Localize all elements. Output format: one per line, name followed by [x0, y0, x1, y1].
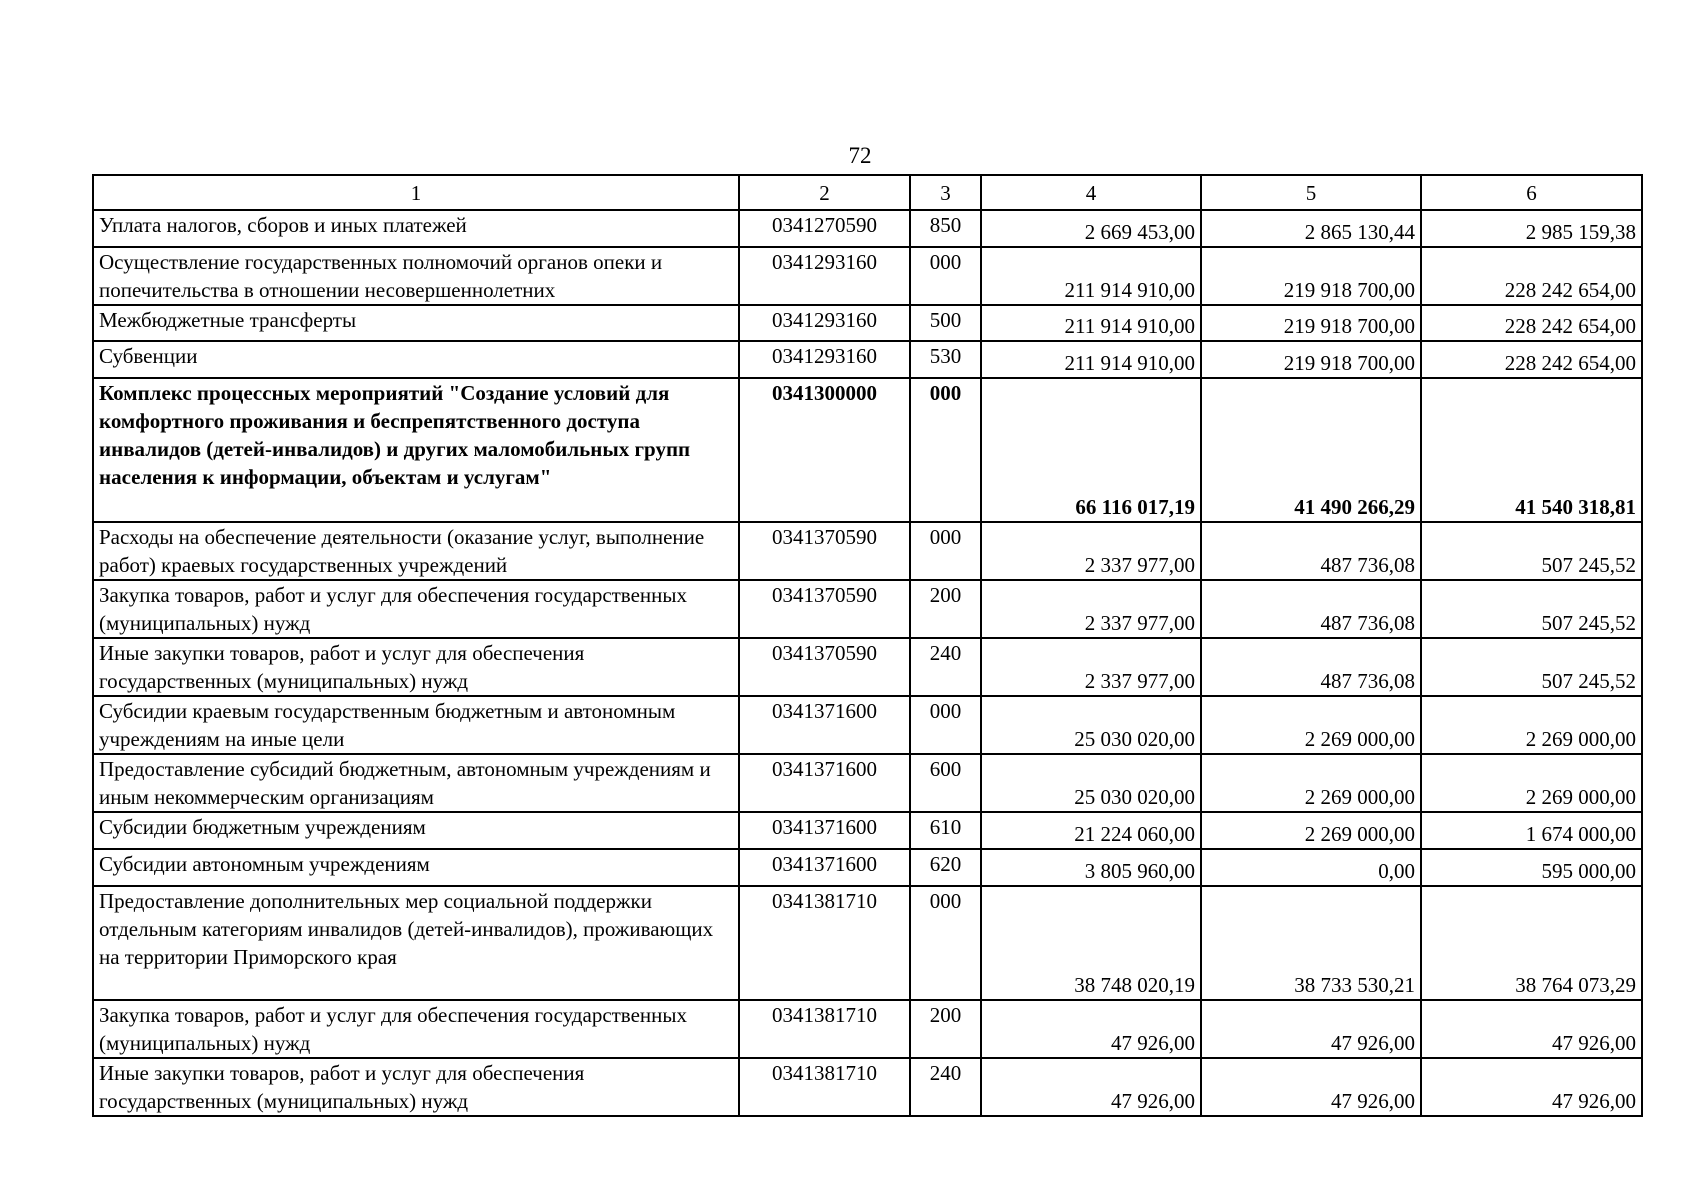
row-kind: 240 — [910, 638, 981, 696]
row-name: Уплата налогов, сборов и иных платежей — [93, 210, 739, 247]
table-row — [93, 638, 1642, 696]
row-name: Закупка товаров, работ и услуг для обеспечения государственных (муниципальных) нужд — [93, 580, 739, 638]
column-header: 6 — [1421, 175, 1642, 210]
row-kind: 500 — [910, 305, 981, 341]
row-kind: 200 — [910, 580, 981, 638]
row-kind: 200 — [910, 1000, 981, 1058]
row-value-5: 41 490 266,29 — [1201, 378, 1421, 522]
row-code: 0341370590 — [739, 522, 910, 580]
table-header-row — [93, 175, 1642, 210]
row-kind: 610 — [910, 812, 981, 849]
table-row — [93, 210, 1642, 247]
row-value-6: 2 269 000,00 — [1421, 696, 1642, 754]
row-kind: 240 — [910, 1058, 981, 1116]
row-code: 0341270590 — [739, 210, 910, 247]
row-value-5: 219 918 700,00 — [1201, 305, 1421, 341]
column-header: 2 — [739, 175, 910, 210]
row-name: Субсидии автономным учреждениям — [93, 849, 739, 886]
row-value-4: 66 116 017,19 — [981, 378, 1201, 522]
table-row — [93, 1000, 1642, 1058]
table-row — [93, 305, 1642, 341]
row-code: 0341370590 — [739, 638, 910, 696]
row-kind: 000 — [910, 378, 981, 522]
row-name: Иные закупки товаров, работ и услуг для обеспечения государственных (муниципальных) нужд — [93, 1058, 739, 1116]
row-value-5: 2 269 000,00 — [1201, 696, 1421, 754]
row-value-4: 211 914 910,00 — [981, 305, 1201, 341]
row-code: 0341371600 — [739, 696, 910, 754]
row-kind: 600 — [910, 754, 981, 812]
row-value-5: 47 926,00 — [1201, 1000, 1421, 1058]
table-row — [93, 812, 1642, 849]
row-kind: 000 — [910, 886, 981, 1000]
row-value-5: 487 736,08 — [1201, 522, 1421, 580]
row-name: Осуществление государственных полномочий органов опеки и попечительства в отношении несовершеннолетних — [93, 247, 739, 305]
table-row — [93, 522, 1642, 580]
row-value-5: 38 733 530,21 — [1201, 886, 1421, 1000]
row-kind: 620 — [910, 849, 981, 886]
row-value-5: 2 269 000,00 — [1201, 812, 1421, 849]
column-header: 5 — [1201, 175, 1421, 210]
table-row — [93, 341, 1642, 378]
row-value-4: 2 669 453,00 — [981, 210, 1201, 247]
row-code: 0341371600 — [739, 849, 910, 886]
row-code: 0341300000 — [739, 378, 910, 522]
row-name: Межбюджетные трансферты — [93, 305, 739, 341]
row-kind: 000 — [910, 522, 981, 580]
row-value-6: 507 245,52 — [1421, 522, 1642, 580]
row-value-6: 47 926,00 — [1421, 1058, 1642, 1116]
column-header: 4 — [981, 175, 1201, 210]
row-kind: 530 — [910, 341, 981, 378]
row-value-6: 47 926,00 — [1421, 1000, 1642, 1058]
row-code: 0341371600 — [739, 812, 910, 849]
row-value-4: 2 337 977,00 — [981, 522, 1201, 580]
row-code: 0341371600 — [739, 754, 910, 812]
row-value-6: 595 000,00 — [1421, 849, 1642, 886]
row-name: Субвенции — [93, 341, 739, 378]
row-value-6: 228 242 654,00 — [1421, 305, 1642, 341]
row-code: 0341381710 — [739, 1058, 910, 1116]
table-row — [93, 849, 1642, 886]
row-value-4: 3 805 960,00 — [981, 849, 1201, 886]
row-value-6: 1 674 000,00 — [1421, 812, 1642, 849]
row-kind: 000 — [910, 247, 981, 305]
row-value-6: 507 245,52 — [1421, 638, 1642, 696]
row-value-4: 38 748 020,19 — [981, 886, 1201, 1000]
page-number: 72 — [848, 143, 872, 168]
row-value-5: 47 926,00 — [1201, 1058, 1421, 1116]
row-name: Комплекс процессных мероприятий "Создание условий для комфортного проживания и беспрепятственного доступа инвалидов (детей-инвалидов) и других маломобильных групп населения к информации, объектам и услугам" — [93, 378, 739, 522]
row-value-4: 2 337 977,00 — [981, 638, 1201, 696]
row-kind: 000 — [910, 696, 981, 754]
table-row — [93, 886, 1642, 1000]
table-row — [93, 696, 1642, 754]
row-value-4: 211 914 910,00 — [981, 247, 1201, 305]
row-value-5: 0,00 — [1201, 849, 1421, 886]
row-value-6: 41 540 318,81 — [1421, 378, 1642, 522]
row-code: 0341293160 — [739, 247, 910, 305]
row-code: 0341381710 — [739, 1000, 910, 1058]
row-value-5: 487 736,08 — [1201, 638, 1421, 696]
table-row — [93, 247, 1642, 305]
row-name: Иные закупки товаров, работ и услуг для обеспечения государственных (муниципальных) нужд — [93, 638, 739, 696]
table-row — [93, 754, 1642, 812]
column-header: 3 — [910, 175, 981, 210]
row-value-4: 25 030 020,00 — [981, 754, 1201, 812]
row-value-6: 228 242 654,00 — [1421, 341, 1642, 378]
row-value-4: 2 337 977,00 — [981, 580, 1201, 638]
row-value-5: 219 918 700,00 — [1201, 247, 1421, 305]
row-code: 0341381710 — [739, 886, 910, 1000]
budget-table — [92, 174, 1643, 1117]
row-value-5: 487 736,08 — [1201, 580, 1421, 638]
row-value-4: 47 926,00 — [981, 1000, 1201, 1058]
row-value-4: 211 914 910,00 — [981, 341, 1201, 378]
row-code: 0341293160 — [739, 305, 910, 341]
row-value-5: 219 918 700,00 — [1201, 341, 1421, 378]
row-value-6: 228 242 654,00 — [1421, 247, 1642, 305]
row-value-4: 25 030 020,00 — [981, 696, 1201, 754]
row-value-4: 47 926,00 — [981, 1058, 1201, 1116]
row-name: Субсидии бюджетным учреждениям — [93, 812, 739, 849]
row-value-5: 2 269 000,00 — [1201, 754, 1421, 812]
row-value-6: 507 245,52 — [1421, 580, 1642, 638]
row-value-4: 21 224 060,00 — [981, 812, 1201, 849]
row-name: Субсидии краевым государственным бюджетным и автономным учреждениям на иные цели — [93, 696, 739, 754]
row-name: Расходы на обеспечение деятельности (оказание услуг, выполнение работ) краевых государственных учреждений — [93, 522, 739, 580]
row-code: 0341370590 — [739, 580, 910, 638]
row-value-5: 2 865 130,44 — [1201, 210, 1421, 247]
row-name: Предоставление субсидий бюджетным, автономным учреждениям и иным некоммерческим организациям — [93, 754, 739, 812]
column-header: 1 — [93, 175, 739, 210]
row-code: 0341293160 — [739, 341, 910, 378]
row-name: Закупка товаров, работ и услуг для обеспечения государственных (муниципальных) нужд — [93, 1000, 739, 1058]
row-kind: 850 — [910, 210, 981, 247]
row-name: Предоставление дополнительных мер социальной поддержки отдельным категориям инвалидов (детей-инвалидов), проживающих на территории Приморского края — [93, 886, 739, 1000]
table-row — [93, 580, 1642, 638]
table-row — [93, 1058, 1642, 1116]
row-value-6: 2 269 000,00 — [1421, 754, 1642, 812]
row-value-6: 2 985 159,38 — [1421, 210, 1642, 247]
row-value-6: 38 764 073,29 — [1421, 886, 1642, 1000]
table-row-section — [93, 378, 1642, 522]
